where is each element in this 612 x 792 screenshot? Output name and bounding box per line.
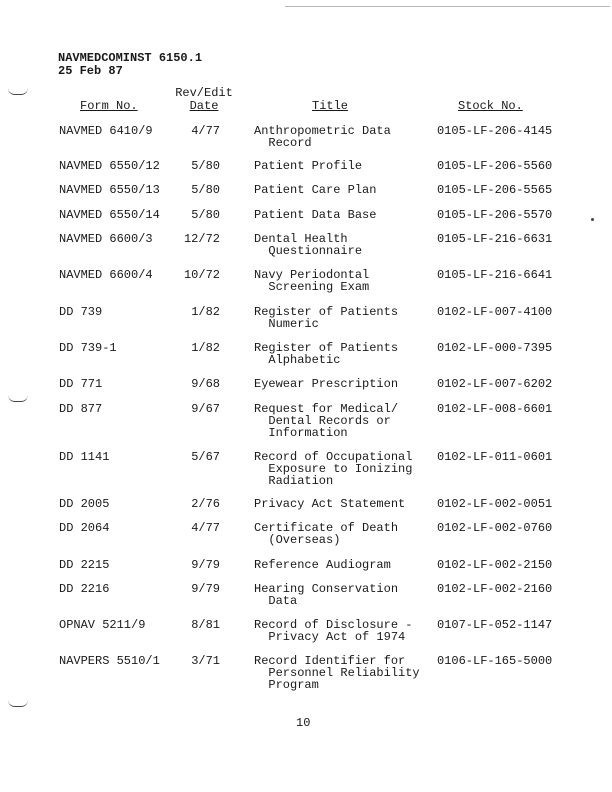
column-header-form-label: Form No.	[80, 99, 138, 113]
form-title: Dental Health Questionnaire	[254, 232, 363, 258]
stock-number: 0106-LF-165-5000	[437, 654, 553, 668]
revision-date: 10/72	[183, 268, 220, 282]
stock-number: 0105-LF-216-6631	[437, 232, 553, 246]
column-header-form	[80, 100, 138, 113]
form-number: DD 1141	[59, 450, 110, 464]
form-number: DD 2064	[59, 521, 110, 535]
revision-date: 4/77	[191, 124, 220, 138]
form-title: Patient Care Plan	[254, 183, 377, 197]
binding-hole-mark	[8, 700, 28, 707]
form-title: Hearing Conservation Data	[254, 582, 399, 608]
stock-number: 0105-LF-206-5570	[437, 208, 553, 222]
stock-number: 0102-LF-008-6601	[437, 402, 553, 416]
revision-date: 1/82	[191, 305, 220, 319]
stock-number: 0102-LF-002-0051	[437, 497, 553, 511]
binding-hole-mark	[8, 88, 28, 95]
instruction-date: 25 Feb 87	[58, 64, 123, 78]
form-title: Record of Disclosure - Privacy Act of 1974	[254, 618, 413, 644]
stock-number: 0102-LF-011-0601	[437, 450, 553, 464]
stock-number: 0102-LF-002-2150	[437, 558, 553, 572]
form-number: NAVMED 6550/14	[59, 208, 160, 222]
form-title: Certificate of Death (Overseas)	[254, 521, 399, 547]
form-title: Patient Profile	[254, 159, 363, 173]
form-title: Patient Data Base	[254, 208, 377, 222]
form-number: DD 877	[59, 402, 103, 416]
page-number: 10	[296, 716, 311, 730]
form-title: Eyewear Prescription	[254, 377, 399, 391]
stock-number: 0102-LF-002-0760	[437, 521, 553, 535]
form-title: Request for Medical/ Dental Records or Information	[254, 402, 399, 440]
top-rule	[285, 6, 610, 7]
column-header-date	[174, 87, 234, 113]
form-number: DD 2005	[59, 497, 110, 511]
form-number: NAVMED 6550/12	[59, 159, 160, 173]
binding-hole-mark	[8, 395, 28, 402]
instruction-number: NAVMEDCOMINST 6150.1	[58, 51, 203, 65]
form-number: NAVMED 6600/4	[59, 268, 153, 282]
revision-date: 5/80	[191, 208, 220, 222]
revision-date: 9/79	[191, 558, 220, 572]
speck-mark	[591, 218, 594, 221]
revision-date: 5/67	[191, 450, 220, 464]
form-title: Register of Patients Alphabetic	[254, 341, 399, 367]
stock-number: 0102-LF-007-6202	[437, 377, 553, 391]
revision-date: 12/72	[183, 232, 220, 246]
stock-number: 0102-LF-000-7395	[437, 341, 553, 355]
form-number: DD 2216	[59, 582, 110, 596]
stock-number: 0107-LF-052-1147	[437, 618, 553, 632]
revision-date: 5/80	[191, 159, 220, 173]
revision-date: 5/80	[191, 183, 220, 197]
stock-number: 0102-LF-007-4100	[437, 305, 553, 319]
column-header-date-line1: Rev/Edit	[175, 86, 233, 100]
stock-number: 0102-LF-002-2160	[437, 582, 553, 596]
revision-date: 9/67	[191, 402, 220, 416]
stock-number: 0105-LF-206-5565	[437, 183, 553, 197]
form-number: DD 771	[59, 377, 103, 391]
form-number: NAVMED 6410/9	[59, 124, 153, 138]
form-title: Record of Occupational Exposure to Ionizing Radiation	[254, 450, 413, 488]
column-header-stock	[458, 100, 523, 113]
stock-number: 0105-LF-206-5560	[437, 159, 553, 173]
revision-date: 9/68	[191, 377, 220, 391]
form-number: NAVMED 6550/13	[59, 183, 160, 197]
column-header-stock-label: Stock No.	[458, 99, 523, 113]
form-title: Navy Periodontal Screening Exam	[254, 268, 370, 294]
form-number: NAVMED 6600/3	[59, 232, 153, 246]
column-header-title	[312, 100, 348, 113]
stock-number: 0105-LF-206-4145	[437, 124, 553, 138]
form-title: Register of Patients Numeric	[254, 305, 399, 331]
revision-date: 8/81	[191, 618, 220, 632]
form-number: DD 2215	[59, 558, 110, 572]
column-header-title-label: Title	[312, 99, 349, 113]
form-title: Privacy Act Statement	[254, 497, 406, 511]
column-header-date-line2: Date	[189, 99, 219, 113]
form-title: Reference Audiogram	[254, 558, 391, 572]
revision-date: 2/76	[191, 497, 220, 511]
revision-date: 3/71	[191, 654, 220, 668]
stock-number: 0105-LF-216-6641	[437, 268, 553, 282]
form-number: OPNAV 5211/9	[59, 618, 146, 632]
revision-date: 1/82	[191, 341, 220, 355]
revision-date: 9/79	[191, 582, 220, 596]
revision-date: 4/77	[191, 521, 220, 535]
form-number: DD 739	[59, 305, 103, 319]
form-title: Anthropometric Data Record	[254, 124, 391, 150]
form-number: DD 739-1	[59, 341, 117, 355]
form-number: NAVPERS 5510/1	[59, 654, 160, 668]
form-title: Record Identifier for Personnel Reliability Program	[254, 654, 420, 692]
